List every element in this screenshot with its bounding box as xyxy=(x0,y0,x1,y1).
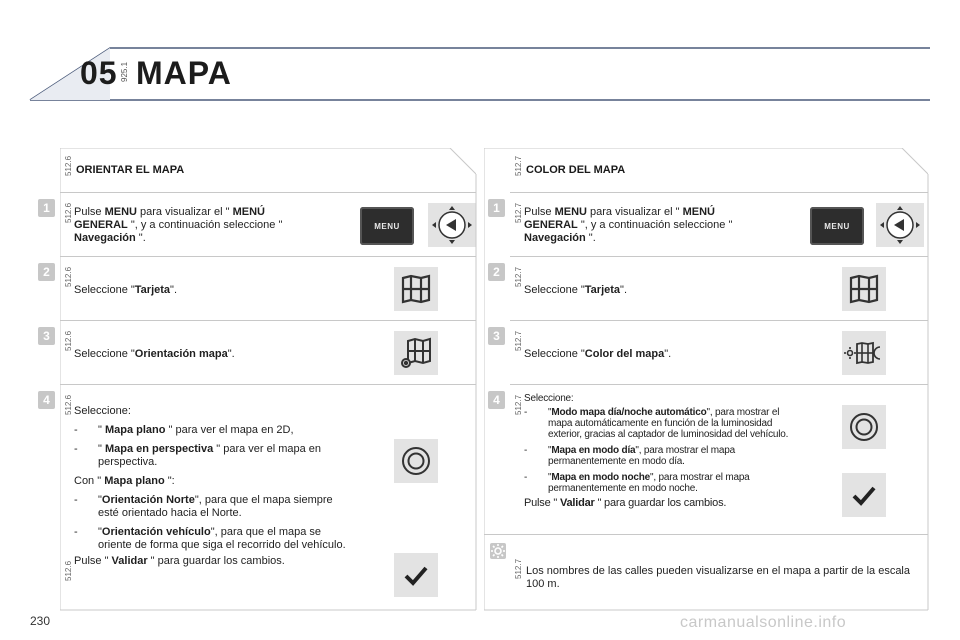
step-text: Seleccione "Tarjeta". xyxy=(74,284,178,296)
watermark: carmanualsonline.info xyxy=(680,614,847,631)
step-text: Seleccione "Color del mapa". xyxy=(524,348,672,360)
step-code: 512.6 xyxy=(64,330,73,351)
list-item: - "Mapa en modo noche", para mostrar el mapa permanentemente en modo noche. xyxy=(524,472,750,494)
chapter-title: MAPA xyxy=(136,55,232,91)
step-badge: 3 xyxy=(38,327,55,345)
list-item: - "Orientación vehículo", para que el mapa se oriente de forma que siga el recorrido del vehículo. xyxy=(74,526,346,551)
list-item: - " Mapa plano " para ver el mapa en 2D, xyxy=(74,424,294,436)
step-badge: 2 xyxy=(38,263,55,281)
right-column-frame xyxy=(484,148,932,612)
step-badge: 1 xyxy=(38,199,55,217)
left-column-frame xyxy=(60,148,480,612)
step-code: 512.6 xyxy=(64,394,73,415)
menu-button[interactable]: MENU xyxy=(810,207,864,245)
chapter-code: 925.1 xyxy=(120,61,129,82)
menu-button[interactable]: MENU xyxy=(360,207,414,245)
step-code: 512.6 xyxy=(64,560,73,581)
chapter-number: 05 xyxy=(80,55,118,91)
page-number: 230 xyxy=(30,614,51,628)
step-text: Pulse MENU para visualizar el " MENÚ GENERAL ", y a continuación seleccione " Navegación ". xyxy=(74,206,283,244)
step-text: Pulse MENU para visualizar el " MENÚ GENERAL ", y a continuación seleccione " Navegación ". xyxy=(524,206,733,244)
step-code: 512.6 xyxy=(64,266,73,287)
step-text: Seleccione "Orientación mapa". xyxy=(74,348,235,360)
list-item: - "Orientación Norte", para que el mapa siempre esté orientado hacia el Norte. xyxy=(74,494,333,519)
step-badge: 1 xyxy=(488,199,505,217)
step-code: 512.7 xyxy=(514,202,523,223)
step-text: Seleccione: - "Modo mapa día/noche automático", para mostrar el mapa automáticamente en función de la luminosidad exterior, gracias al captador de luminosidad del vehículo. - "Mapa en modo día", para mostrar el mapa permanentemente en modo día. - "Mapa en modo noche", para mostrar el mapa permanentemente en modo noche. Pulse " Validar " para guardar los cambios. xyxy=(524,393,794,509)
step-code: 512.7 xyxy=(514,330,523,351)
section-title: COLOR DEL MAPA xyxy=(526,164,626,176)
list-item: - "Mapa en modo día", para mostrar el mapa permanentemente en modo día. xyxy=(524,445,735,467)
tip-code: 512.7 xyxy=(514,558,523,579)
tip-text: Los nombres de las calles pueden visualizarse en el mapa a partir de la escala 100 m. xyxy=(526,565,910,590)
step-badge: 4 xyxy=(488,391,505,409)
step-text: Seleccione: - " Mapa plano " para ver el mapa en 2D, - " Mapa en perspectiva " para ver el mapa en perspectiva. Con " Mapa plano ": - "Orientación Norte", para que el mapa siempre esté orientado hacia el Norte. - "Orientación vehículo", para que el mapa se oriente de forma que siga el recorrido del vehículo. Pulse " Validar " para guardar los cambios. xyxy=(74,405,349,568)
step-badge: 2 xyxy=(488,263,505,281)
step-code: 512.7 xyxy=(514,266,523,287)
step-badge: 3 xyxy=(488,327,505,345)
section-title: ORIENTAR EL MAPA xyxy=(76,164,185,176)
step-badge: 4 xyxy=(38,391,55,409)
list-item: - "Modo mapa día/noche automático", para mostrar el mapa automáticamente en función de la luminosidad exterior, gracias al captador de luminosidad del vehículo. xyxy=(524,407,789,440)
step-text: Seleccione "Tarjeta". xyxy=(524,284,628,296)
step-code: 512.6 xyxy=(64,202,73,223)
section-code: 512.6 xyxy=(64,155,73,176)
list-item: - " Mapa en perspectiva " para ver el mapa en perspectiva. xyxy=(74,443,322,468)
section-code: 512.7 xyxy=(514,155,523,176)
step-code: 512.7 xyxy=(514,394,523,415)
